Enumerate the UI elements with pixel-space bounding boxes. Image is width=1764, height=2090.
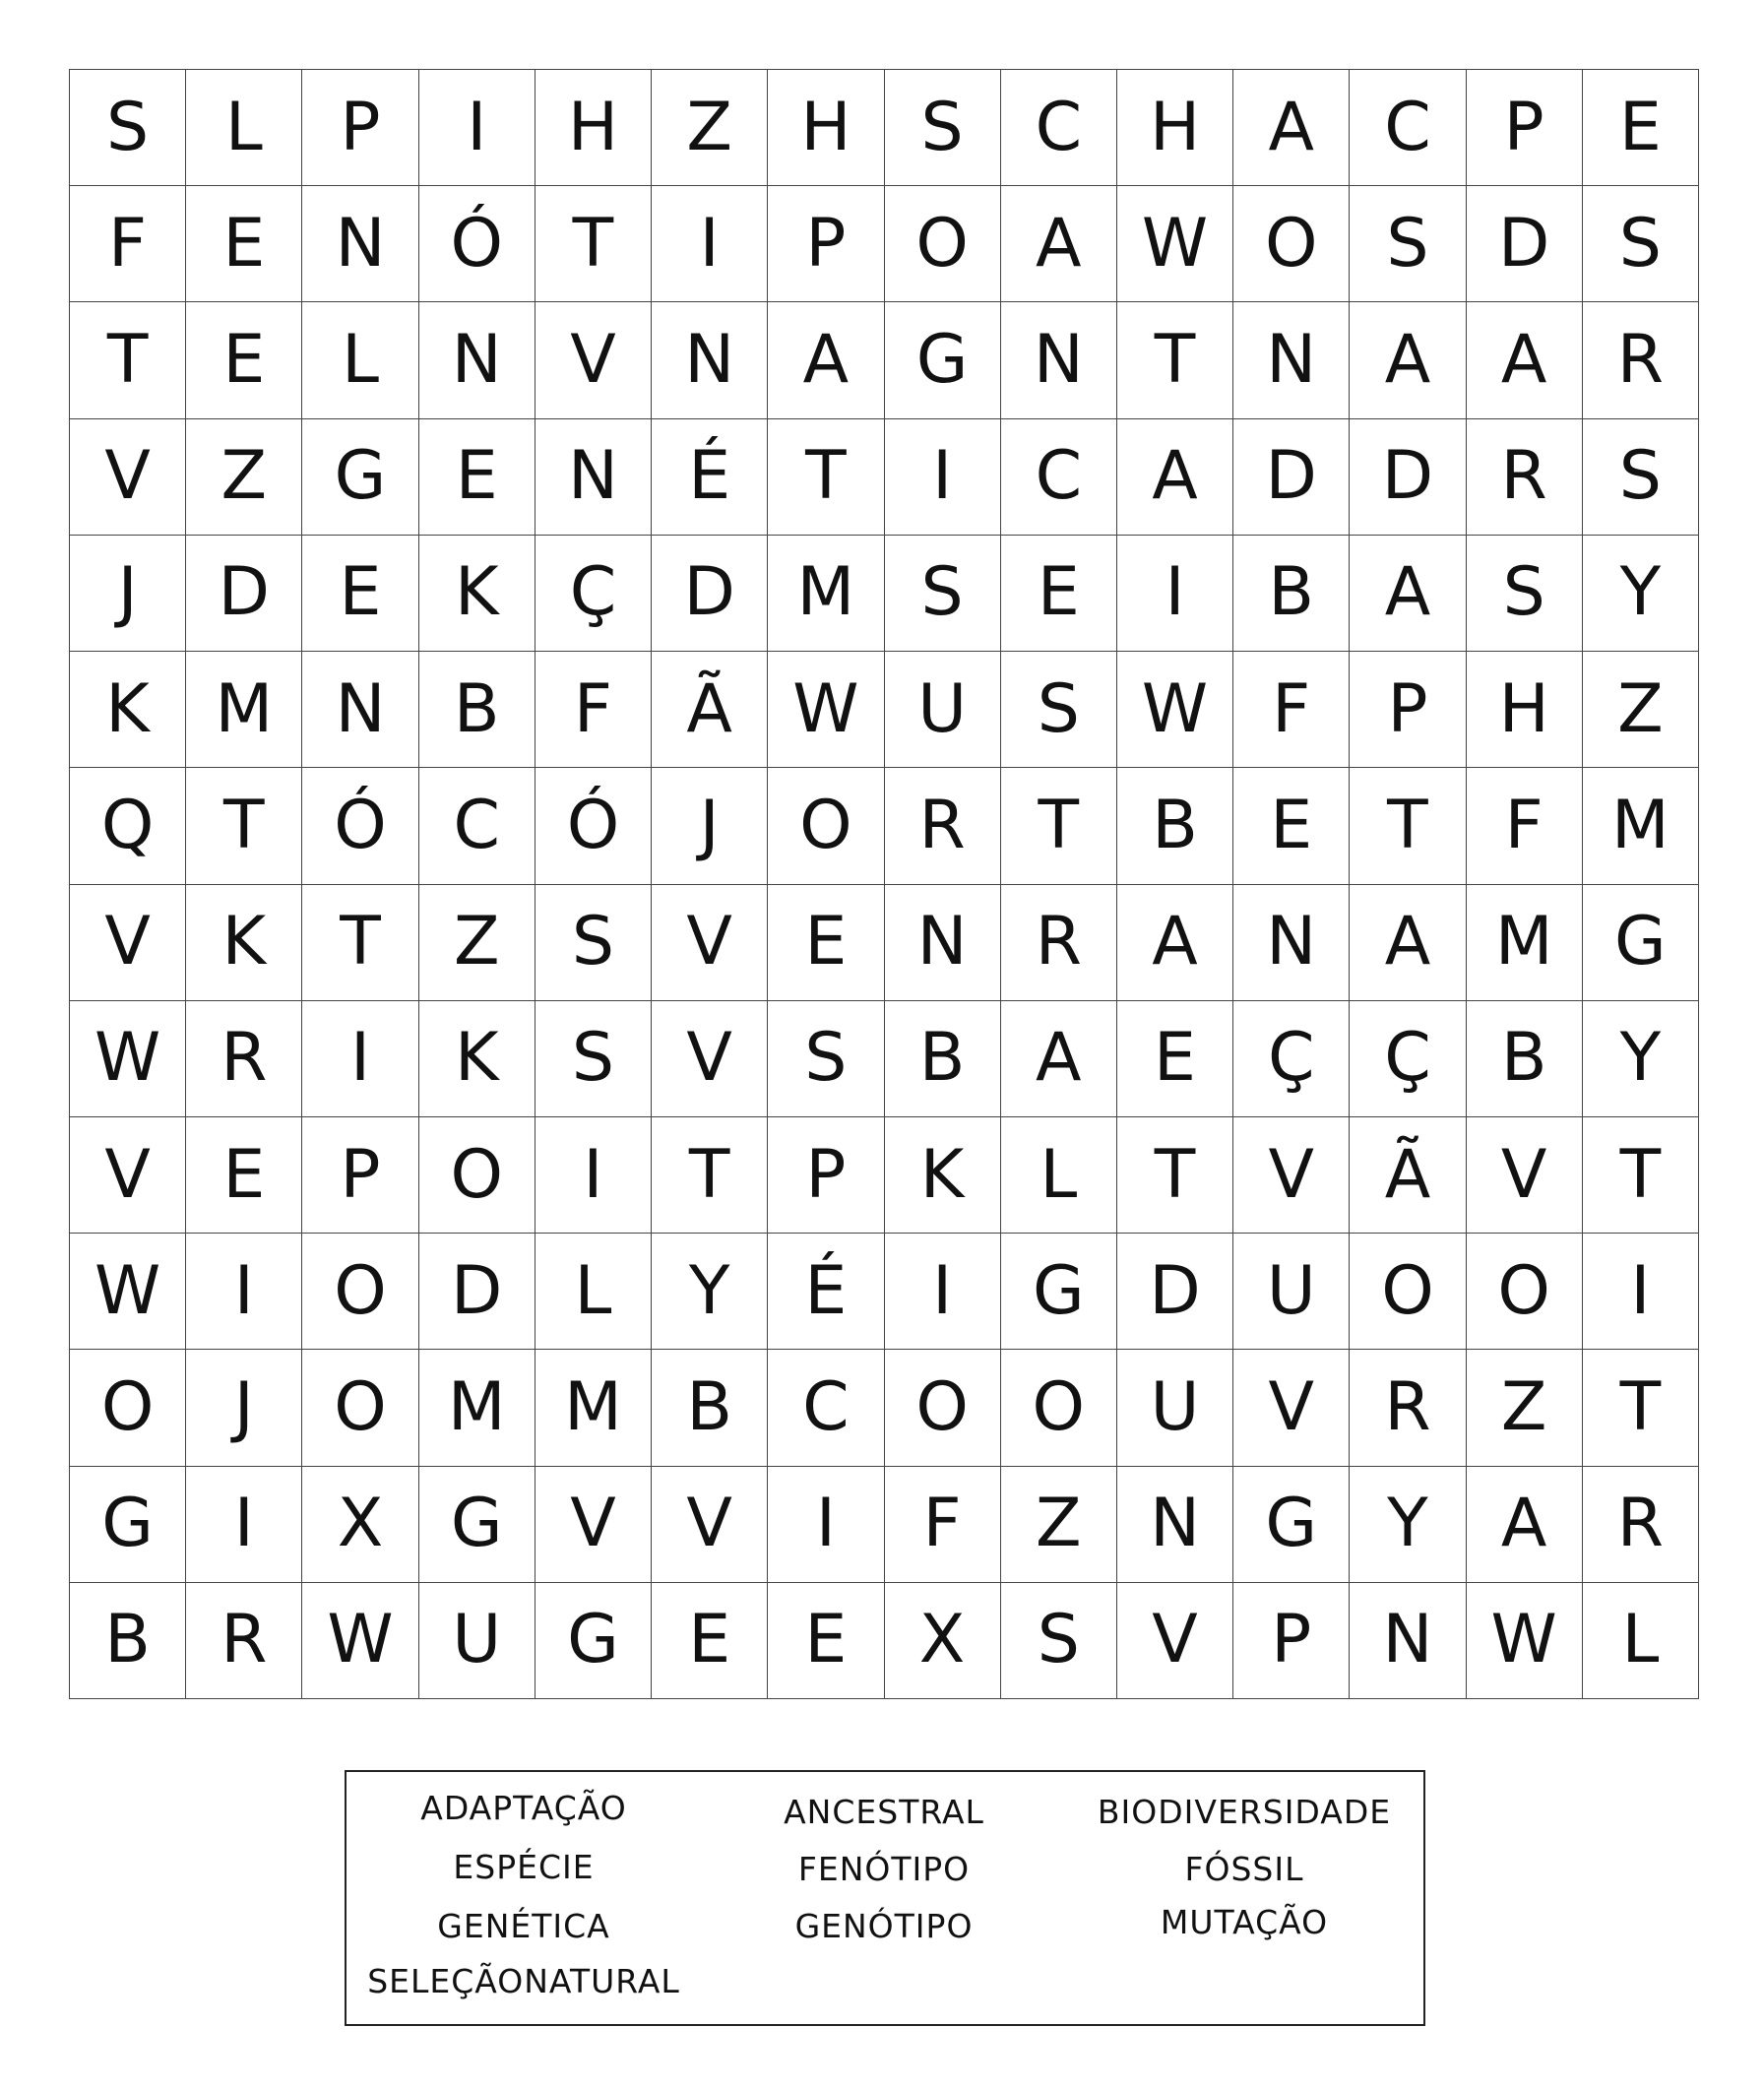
word-list-item: MUTAÇÃO [1160, 1903, 1329, 1941]
grid-cell[interactable]: D [1467, 186, 1583, 302]
grid-cell[interactable]: E [186, 302, 302, 418]
grid-cell[interactable]: K [70, 652, 186, 768]
grid-cell[interactable]: I [885, 419, 1001, 536]
grid-cell[interactable]: X [302, 1467, 418, 1583]
grid-cell[interactable]: R [1467, 419, 1583, 536]
grid-cell[interactable]: Z [1467, 1350, 1583, 1466]
grid-cell[interactable]: I [419, 70, 536, 186]
grid-cell[interactable]: T [302, 885, 418, 1001]
grid-cell[interactable]: Z [186, 419, 302, 536]
word-list-item: ESPÉCIE [453, 1848, 595, 1886]
grid-cell[interactable]: D [419, 1234, 536, 1350]
grid-cell[interactable]: W [1467, 1583, 1583, 1699]
grid-cell[interactable]: P [1467, 70, 1583, 186]
grid-cell[interactable]: C [768, 1350, 884, 1466]
grid-cell[interactable]: O [302, 1234, 418, 1350]
grid-cell[interactable]: T [1001, 768, 1117, 884]
grid-cell[interactable]: I [885, 1234, 1001, 1350]
grid-cell[interactable]: S [768, 1001, 884, 1117]
grid-cell[interactable]: O [1467, 1234, 1583, 1350]
grid-cell[interactable]: B [885, 1001, 1001, 1117]
grid-cell[interactable]: E [186, 1117, 302, 1234]
grid-cell[interactable]: O [419, 1117, 536, 1234]
grid-cell[interactable]: O [1001, 1350, 1117, 1466]
grid-cell[interactable]: E [302, 536, 418, 652]
grid-cell[interactable]: C [1350, 70, 1466, 186]
grid-cell[interactable]: M [419, 1350, 536, 1466]
grid-cell[interactable]: N [1233, 885, 1350, 1001]
grid-cell[interactable]: Ç [1233, 1001, 1350, 1117]
grid-cell[interactable]: A [1117, 419, 1233, 536]
grid-cell[interactable]: O [70, 1350, 186, 1466]
grid-cell[interactable]: A [1117, 885, 1233, 1001]
grid-cell[interactable]: Ç [536, 536, 652, 652]
grid-cell[interactable]: Ç [1350, 1001, 1466, 1117]
grid-cell[interactable]: W [70, 1001, 186, 1117]
grid-cell[interactable]: D [1350, 419, 1466, 536]
grid-cell[interactable]: W [1117, 186, 1233, 302]
grid-cell[interactable]: A [768, 302, 884, 418]
grid-cell[interactable]: Z [1001, 1467, 1117, 1583]
grid-cell[interactable]: P [768, 186, 884, 302]
grid-cell[interactable]: N [302, 186, 418, 302]
grid-cell[interactable]: W [768, 652, 884, 768]
grid-cell[interactable]: Ó [536, 768, 652, 884]
grid-cell[interactable]: N [885, 885, 1001, 1001]
grid-cell[interactable]: R [1001, 885, 1117, 1001]
grid-cell[interactable]: L [1001, 1117, 1117, 1234]
grid-cell[interactable]: I [768, 1467, 884, 1583]
grid-cell[interactable]: J [70, 536, 186, 652]
grid-cell[interactable]: U [1117, 1350, 1233, 1466]
grid-cell[interactable]: O [1350, 1234, 1466, 1350]
grid-cell[interactable]: A [1467, 1467, 1583, 1583]
grid-cell[interactable]: N [419, 302, 536, 418]
grid-cell[interactable]: I [302, 1001, 418, 1117]
grid-cell[interactable]: T [1117, 1117, 1233, 1234]
grid-cell[interactable]: X [885, 1583, 1001, 1699]
grid-cell[interactable]: S [1001, 652, 1117, 768]
grid-cell[interactable]: T [652, 1117, 768, 1234]
grid-cell[interactable]: V [70, 885, 186, 1001]
grid-cell[interactable]: F [536, 652, 652, 768]
grid-cell[interactable]: W [302, 1583, 418, 1699]
grid-cell[interactable]: P [768, 1117, 884, 1234]
grid-cell[interactable]: N [1233, 302, 1350, 418]
grid-cell[interactable]: F [1467, 768, 1583, 884]
grid-cell[interactable]: S [1001, 1583, 1117, 1699]
grid-cell[interactable]: T [186, 768, 302, 884]
grid-cell[interactable]: S [885, 70, 1001, 186]
grid-cell[interactable]: U [1233, 1234, 1350, 1350]
grid-cell[interactable]: O [885, 1350, 1001, 1466]
word-list-box [345, 1770, 1425, 2026]
grid-cell[interactable]: N [536, 419, 652, 536]
grid-cell[interactable]: A [1350, 536, 1466, 652]
grid-cell[interactable]: E [1583, 70, 1699, 186]
grid-cell[interactable]: C [1001, 70, 1117, 186]
grid-cell[interactable]: D [652, 536, 768, 652]
grid-cell[interactable]: S [1583, 419, 1699, 536]
grid-cell[interactable]: M [1583, 768, 1699, 884]
grid-cell[interactable]: V [70, 419, 186, 536]
grid-cell[interactable]: E [419, 419, 536, 536]
grid-cell[interactable]: T [536, 186, 652, 302]
grid-cell[interactable]: G [885, 302, 1001, 418]
grid-cell[interactable]: C [1001, 419, 1117, 536]
grid-cell[interactable]: T [1583, 1350, 1699, 1466]
grid-cell[interactable]: Y [652, 1234, 768, 1350]
grid-cell[interactable]: O [302, 1350, 418, 1466]
grid-cell[interactable]: J [652, 768, 768, 884]
word-list-item: FÓSSIL [1184, 1850, 1304, 1888]
grid-cell[interactable]: U [885, 652, 1001, 768]
grid-cell[interactable]: I [186, 1467, 302, 1583]
word-list-item: GENÓTIPO [794, 1907, 974, 1945]
grid-cell[interactable]: L [302, 302, 418, 418]
grid-cell[interactable]: V [536, 302, 652, 418]
grid-cell[interactable]: V [1233, 1117, 1350, 1234]
grid-cell[interactable]: E [652, 1583, 768, 1699]
grid-cell[interactable]: Q [70, 768, 186, 884]
word-list-item: ANCESTRAL [784, 1793, 984, 1831]
grid-cell[interactable]: W [1117, 652, 1233, 768]
grid-cell[interactable]: I [652, 186, 768, 302]
grid-cell[interactable]: R [1583, 1467, 1699, 1583]
grid-cell[interactable]: N [1350, 1583, 1466, 1699]
grid-cell[interactable]: V [652, 1001, 768, 1117]
grid-cell[interactable]: K [186, 885, 302, 1001]
grid-cell[interactable]: H [1467, 652, 1583, 768]
word-list-item: SELEÇÃONATURAL [367, 1962, 680, 2000]
grid-cell[interactable]: F [1233, 652, 1350, 768]
grid-cell[interactable]: T [1350, 768, 1466, 884]
grid-cell[interactable]: A [1350, 302, 1466, 418]
grid-cell[interactable]: H [536, 70, 652, 186]
grid-cell[interactable]: K [885, 1117, 1001, 1234]
grid-cell[interactable]: Y [1350, 1467, 1466, 1583]
grid-cell[interactable]: E [1233, 768, 1350, 884]
grid-cell[interactable]: I [1583, 1234, 1699, 1350]
grid-cell[interactable]: V [652, 1467, 768, 1583]
grid-cell[interactable]: A [1350, 885, 1466, 1001]
grid-cell[interactable]: G [419, 1467, 536, 1583]
word-list-item: FENÓTIPO [797, 1850, 971, 1888]
grid-cell[interactable]: O [768, 768, 884, 884]
grid-cell[interactable]: K [419, 1001, 536, 1117]
grid-cell[interactable]: P [302, 1117, 418, 1234]
grid-cell[interactable]: S [1583, 186, 1699, 302]
grid-cell[interactable]: D [1233, 419, 1350, 536]
grid-cell[interactable]: K [419, 536, 536, 652]
grid-cell[interactable]: A [1233, 70, 1350, 186]
grid-cell[interactable]: E [1117, 1001, 1233, 1117]
grid-cell[interactable]: I [536, 1117, 652, 1234]
grid-cell[interactable]: R [1583, 302, 1699, 418]
grid-cell[interactable]: I [1117, 536, 1233, 652]
grid-cell[interactable]: L [1583, 1583, 1699, 1699]
grid-cell[interactable]: Ó [419, 186, 536, 302]
grid-cell[interactable]: V [652, 885, 768, 1001]
grid-cell[interactable]: M [186, 652, 302, 768]
grid-cell[interactable]: R [186, 1583, 302, 1699]
grid-cell[interactable]: L [186, 70, 302, 186]
grid-cell[interactable]: J [186, 1350, 302, 1466]
grid-cell[interactable]: E [768, 885, 884, 1001]
grid-cell[interactable]: Y [1583, 1001, 1699, 1117]
grid-cell[interactable]: N [1117, 1467, 1233, 1583]
grid-cell[interactable]: P [1233, 1583, 1350, 1699]
grid-cell[interactable]: E [186, 186, 302, 302]
grid-cell[interactable]: S [885, 536, 1001, 652]
grid-cell[interactable]: M [536, 1350, 652, 1466]
grid-cell[interactable]: Z [1583, 652, 1699, 768]
grid-cell[interactable]: C [419, 768, 536, 884]
grid-cell[interactable]: S [536, 885, 652, 1001]
grid-cell[interactable]: V [1117, 1583, 1233, 1699]
grid-cell[interactable]: É [768, 1234, 884, 1350]
grid-cell[interactable]: M [768, 536, 884, 652]
grid-cell[interactable]: G [70, 1467, 186, 1583]
grid-cell[interactable]: V [536, 1467, 652, 1583]
grid-cell[interactable]: Y [1583, 536, 1699, 652]
grid-cell[interactable]: Z [419, 885, 536, 1001]
grid-cell[interactable]: D [1117, 1234, 1233, 1350]
grid-cell[interactable]: B [70, 1583, 186, 1699]
grid-cell[interactable]: N [1001, 302, 1117, 418]
grid-cell[interactable]: G [1583, 885, 1699, 1001]
grid-cell[interactable]: S [1467, 536, 1583, 652]
grid-cell[interactable]: D [186, 536, 302, 652]
grid-cell[interactable]: U [419, 1583, 536, 1699]
grid-cell[interactable]: V [70, 1117, 186, 1234]
grid-cell[interactable]: N [302, 652, 418, 768]
grid-cell[interactable]: F [70, 186, 186, 302]
grid-cell[interactable]: A [1467, 302, 1583, 418]
grid-cell[interactable]: B [1467, 1001, 1583, 1117]
grid-cell[interactable]: A [1001, 1001, 1117, 1117]
grid-cell[interactable]: B [1117, 768, 1233, 884]
word-list-item: BIODIVERSIDADE [1097, 1793, 1392, 1831]
grid-cell[interactable]: V [1467, 1117, 1583, 1234]
grid-cell[interactable]: S [536, 1001, 652, 1117]
grid-cell[interactable]: R [186, 1001, 302, 1117]
grid-cell[interactable]: O [885, 186, 1001, 302]
grid-cell[interactable]: T [768, 419, 884, 536]
grid-cell[interactable]: E [1001, 536, 1117, 652]
grid-cell[interactable]: B [652, 1350, 768, 1466]
grid-cell[interactable]: T [1117, 302, 1233, 418]
grid-cell[interactable]: S [70, 70, 186, 186]
grid-cell[interactable]: A [1001, 186, 1117, 302]
grid-cell[interactable]: B [1233, 536, 1350, 652]
grid-cell[interactable]: O [1233, 186, 1350, 302]
grid-cell[interactable]: S [1350, 186, 1466, 302]
word-list-item: GENÉTICA [437, 1907, 610, 1945]
grid-cell[interactable]: G [1001, 1234, 1117, 1350]
grid-cell[interactable]: G [302, 419, 418, 536]
grid-cell[interactable]: M [1467, 885, 1583, 1001]
grid-cell[interactable]: T [70, 302, 186, 418]
grid-cell[interactable]: Ã [652, 652, 768, 768]
grid-cell[interactable]: I [186, 1234, 302, 1350]
grid-cell[interactable]: R [885, 768, 1001, 884]
grid-cell[interactable]: G [536, 1583, 652, 1699]
grid-cell[interactable]: É [652, 419, 768, 536]
grid-cell[interactable]: Z [652, 70, 768, 186]
word-list-item: ADAPTAÇÃO [420, 1789, 627, 1827]
grid-cell[interactable]: H [768, 70, 884, 186]
grid-cell[interactable]: Ã [1350, 1117, 1466, 1234]
grid-cell[interactable]: P [1350, 652, 1466, 768]
grid-cell[interactable]: N [652, 302, 768, 418]
grid-cell[interactable]: V [1233, 1350, 1350, 1466]
grid-cell[interactable]: R [1350, 1350, 1466, 1466]
grid-cell[interactable]: P [302, 70, 418, 186]
grid-cell[interactable]: L [536, 1234, 652, 1350]
grid-cell[interactable]: T [1583, 1117, 1699, 1234]
grid-cell[interactable]: G [1233, 1467, 1350, 1583]
word-search-grid [69, 69, 1699, 1699]
grid-cell[interactable]: B [419, 652, 536, 768]
grid-cell[interactable]: H [1117, 70, 1233, 186]
grid-cell[interactable]: W [70, 1234, 186, 1350]
grid-cell[interactable]: E [768, 1583, 884, 1699]
grid-cell[interactable]: Ó [302, 768, 418, 884]
grid-cell[interactable]: F [885, 1467, 1001, 1583]
